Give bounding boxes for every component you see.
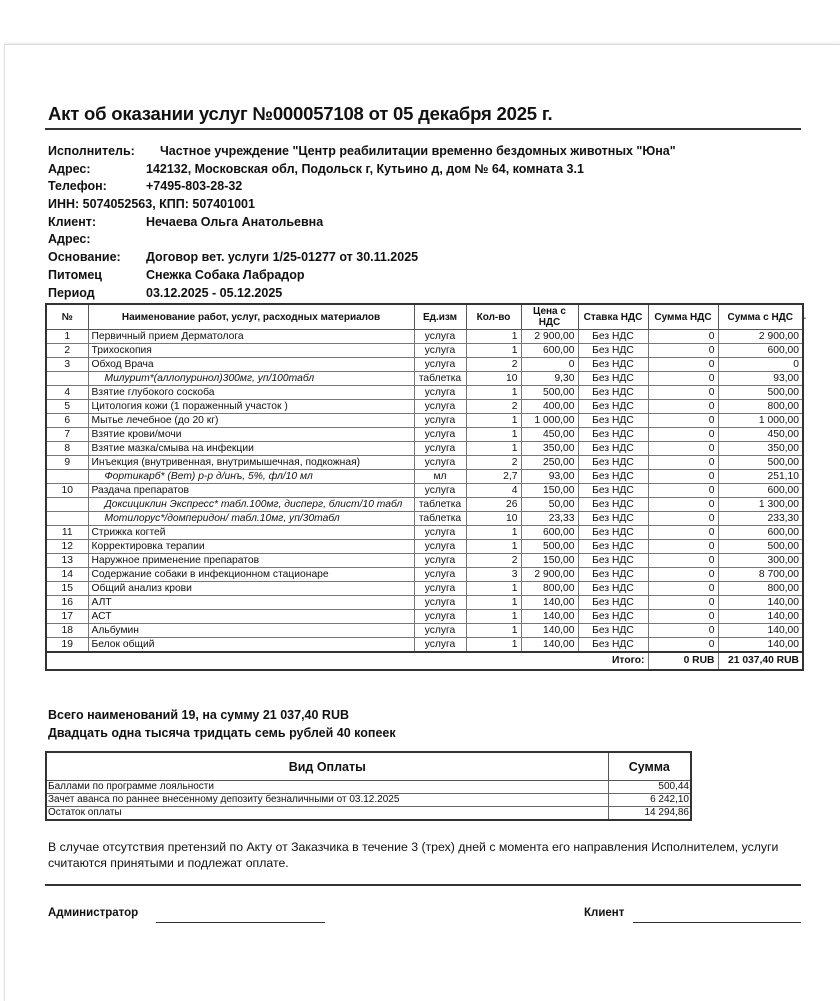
cell-name: АЛТ	[88, 596, 414, 610]
cell-unit: услуга	[414, 386, 466, 400]
cell-price: 93,00	[521, 470, 578, 484]
cell-price: 50,00	[521, 498, 578, 512]
cell-total: 350,00	[718, 442, 803, 456]
cell-vat-sum: 0	[648, 372, 718, 386]
cell-vat-rate: Без НДС	[578, 498, 648, 512]
cell-qty: 1	[466, 526, 521, 540]
total-label: Итого:	[46, 652, 648, 670]
info-row	[48, 286, 676, 304]
cell-qty: 1	[466, 638, 521, 653]
cell-qty: 2	[466, 554, 521, 568]
cell-number: 4	[46, 386, 88, 400]
header-vat-sum: Сумма НДС	[648, 304, 718, 330]
cell-price: 2 900,00	[521, 330, 578, 344]
cell-number: 17	[46, 610, 88, 624]
cell-total: 140,00	[718, 596, 803, 610]
cell-vat-rate: Без НДС	[578, 582, 648, 596]
cell-price: 350,00	[521, 442, 578, 456]
cell-name: АСТ	[88, 610, 414, 624]
info-row	[48, 197, 676, 215]
info-row	[48, 179, 676, 197]
cell-unit: услуга	[414, 428, 466, 442]
cell-unit: услуга	[414, 624, 466, 638]
info-label: Питомец	[48, 267, 102, 282]
info-row	[48, 144, 676, 162]
cell-name: Белок общий	[88, 638, 414, 653]
cell-vat-rate: Без НДС	[578, 456, 648, 470]
services-table	[45, 303, 807, 671]
info-value: Снежка Собака Лабрадор	[146, 267, 305, 282]
cell-total: 1 000,00	[718, 414, 803, 428]
cell-name: Мотилорус*/домперидон/ табл.10мг, уп/30табл	[88, 512, 414, 526]
cell-unit: услуга	[414, 330, 466, 344]
cell-qty: 2,7	[466, 470, 521, 484]
info-label: Клиент:	[48, 214, 97, 229]
cell-unit: услуга	[414, 554, 466, 568]
cell-vat-rate: Без НДС	[578, 470, 648, 484]
cell-name: Цитология кожи (1 пораженный участок )	[88, 400, 414, 414]
payment-type: Баллами по программе лояльности	[46, 781, 608, 794]
table-row	[46, 638, 803, 653]
info-value: Нечаева Ольга Анатольевна	[146, 214, 324, 229]
cell-unit: услуга	[414, 400, 466, 414]
cell-number: 1	[46, 330, 88, 344]
table-row	[46, 624, 803, 638]
cell-total: 140,00	[718, 638, 803, 653]
table-row	[46, 498, 803, 512]
cell-vat-rate: Без НДС	[578, 512, 648, 526]
info-value: 03.12.2025 - 05.12.2025	[146, 285, 283, 300]
cell-total: 140,00	[718, 624, 803, 638]
cell-number: 16	[46, 596, 88, 610]
cell-number: 15	[46, 582, 88, 596]
header-price: Цена с НДС	[521, 304, 578, 330]
cell-price: 600,00	[521, 344, 578, 358]
cell-qty: 1	[466, 330, 521, 344]
cell-unit: услуга	[414, 358, 466, 372]
client-signature-label: Клиент	[584, 907, 625, 919]
cell-total: 500,00	[718, 540, 803, 554]
info-label: ИНН: 5074052563, КПП: 507401001	[48, 197, 255, 212]
cell-qty: 1	[466, 624, 521, 638]
cell-name: Наружное применение препаратов	[88, 554, 414, 568]
cell-vat-sum: 0	[648, 414, 718, 428]
cell-vat-rate: Без НДС	[578, 638, 648, 653]
header-unit: Ед.изм	[414, 304, 466, 330]
cell-vat-sum: 0	[648, 386, 718, 400]
cell-total: 300,00	[718, 554, 803, 568]
cell-vat-sum: 0	[648, 330, 718, 344]
cell-number: 9	[46, 456, 88, 470]
cell-vat-rate: Без НДС	[578, 540, 648, 554]
cell-unit: услуга	[414, 344, 466, 358]
page-title: Акт об оказании услуг №000057108 от 05 декабря 2025 г.	[48, 103, 553, 124]
payment-row	[46, 807, 691, 821]
cell-unit: таблетка	[414, 512, 466, 526]
table-row	[46, 442, 803, 456]
cell-vat-rate: Без НДС	[578, 400, 648, 414]
table-row	[46, 512, 803, 526]
cell-number: 8	[46, 442, 88, 456]
cell-name: Содержание собаки в инфекционном стационаре	[88, 568, 414, 582]
cell-number: 2	[46, 344, 88, 358]
cell-number	[46, 498, 88, 512]
cell-total: 140,00	[718, 610, 803, 624]
cell-number: 11	[46, 526, 88, 540]
cell-qty: 26	[466, 498, 521, 512]
cell-name: Обход Врача	[88, 358, 414, 372]
cell-qty: 1	[466, 442, 521, 456]
payment-sum-header: Сумма	[608, 752, 691, 781]
cell-unit: таблетка	[414, 372, 466, 386]
cell-price: 0	[521, 358, 578, 372]
cell-total: 800,00	[718, 582, 803, 596]
cell-unit: услуга	[414, 484, 466, 498]
header-number: №	[46, 304, 88, 330]
summary-count: Всего наименований 19, на сумму 21 037,40 RUB	[48, 708, 349, 722]
cell-vat-sum: 0	[648, 526, 718, 540]
cell-name: Взятие мазка/смыва на инфекции	[88, 442, 414, 456]
info-row	[48, 232, 676, 250]
cell-price: 250,00	[521, 456, 578, 470]
total-row	[46, 652, 803, 670]
cell-total: 233,30	[718, 512, 803, 526]
cell-vat-rate: Без НДС	[578, 526, 648, 540]
column-edge-mark: -	[803, 313, 807, 324]
summary-words: Двадцать одна тысяча тридцать семь рублей 40 копеек	[48, 726, 396, 740]
cell-vat-rate: Без НДС	[578, 344, 648, 358]
cell-number: 18	[46, 624, 88, 638]
cell-vat-rate: Без НДС	[578, 414, 648, 428]
cell-vat-sum: 0	[648, 638, 718, 653]
cell-unit: мл	[414, 470, 466, 484]
cell-vat-rate: Без НДС	[578, 484, 648, 498]
cell-price: 140,00	[521, 596, 578, 610]
cell-price: 23,33	[521, 512, 578, 526]
cell-total: 500,00	[718, 386, 803, 400]
cell-unit: услуга	[414, 568, 466, 582]
cell-unit: таблетка	[414, 498, 466, 512]
table-row	[46, 526, 803, 540]
cell-price: 140,00	[521, 638, 578, 653]
info-value: 142132, Московская обл, Подольск г, Кутьино д, дом № 64, комната 3.1	[146, 161, 584, 176]
table-row	[46, 344, 803, 358]
cell-unit: услуга	[414, 596, 466, 610]
total-sum: 21 037,40 RUB	[718, 652, 803, 670]
cell-number: 14	[46, 568, 88, 582]
cell-number: 3	[46, 358, 88, 372]
cell-vat-rate: Без НДС	[578, 330, 648, 344]
cell-name: Доксициклин Экспресс* табл.100мг, дисперг, блист/10 табл	[88, 498, 414, 512]
cell-vat-sum: 0	[648, 358, 718, 372]
cell-vat-sum: 0	[648, 540, 718, 554]
cell-price: 2 900,00	[521, 568, 578, 582]
cell-vat-rate: Без НДС	[578, 624, 648, 638]
info-value: Частное учреждение "Центр реабилитации временно бездомных животных "Юна"	[160, 144, 676, 158]
cell-name: Инъекция (внутривенная, внутримышечная, подкожная)	[88, 456, 414, 470]
cell-vat-sum: 0	[648, 484, 718, 498]
cell-name: Взятие крови/мочи	[88, 428, 414, 442]
cell-name: Стрижка когтей	[88, 526, 414, 540]
table-row	[46, 414, 803, 428]
cell-number: 6	[46, 414, 88, 428]
cell-qty: 1	[466, 596, 521, 610]
cell-vat-rate: Без НДС	[578, 428, 648, 442]
table-row	[46, 610, 803, 624]
payment-sum: 500,44	[608, 781, 691, 794]
cell-price: 800,00	[521, 582, 578, 596]
info-label: Телефон:	[48, 179, 107, 194]
cell-total: 93,00	[718, 372, 803, 386]
cell-total: 1 300,00	[718, 498, 803, 512]
table-row	[46, 428, 803, 442]
admin-signature-label: Администратор	[48, 907, 139, 919]
cell-qty: 1	[466, 540, 521, 554]
table-row	[46, 330, 803, 344]
table-row	[46, 456, 803, 470]
cell-qty: 10	[466, 512, 521, 526]
table-row	[46, 484, 803, 498]
cell-name: Мытье лечебное (до 20 кг)	[88, 414, 414, 428]
cell-number: 19	[46, 638, 88, 653]
table-row	[46, 372, 803, 386]
table-row	[46, 554, 803, 568]
header-name: Наименование работ, услуг, расходных материалов	[88, 304, 414, 330]
payment-row	[46, 794, 691, 807]
cell-vat-sum: 0	[648, 596, 718, 610]
cell-qty: 1	[466, 610, 521, 624]
cell-number: 7	[46, 428, 88, 442]
cell-price: 400,00	[521, 400, 578, 414]
cell-name: Корректировка терапии	[88, 540, 414, 554]
cell-unit: услуга	[414, 442, 466, 456]
table-row	[46, 540, 803, 554]
cell-total: 0	[718, 358, 803, 372]
cell-qty: 4	[466, 484, 521, 498]
info-row	[48, 215, 676, 233]
cell-name: Раздача препаратов	[88, 484, 414, 498]
cell-price: 140,00	[521, 624, 578, 638]
cell-price: 140,00	[521, 610, 578, 624]
cell-qty: 1	[466, 414, 521, 428]
cell-vat-sum: 0	[648, 400, 718, 414]
cell-total: 500,00	[718, 456, 803, 470]
cell-vat-rate: Без НДС	[578, 596, 648, 610]
header-qty: Кол-во	[466, 304, 521, 330]
cell-qty: 10	[466, 372, 521, 386]
cell-price: 150,00	[521, 484, 578, 498]
cell-vat-rate: Без НДС	[578, 358, 648, 372]
cell-vat-sum: 0	[648, 456, 718, 470]
cell-number: 5	[46, 400, 88, 414]
payment-sum: 14 294,86	[608, 807, 691, 821]
cell-unit: услуга	[414, 526, 466, 540]
cell-unit: услуга	[414, 610, 466, 624]
info-label: Период	[48, 285, 95, 300]
header-vat-rate: Ставка НДС	[578, 304, 648, 330]
cell-name: Фортикарб* (Вет) р-р д/инъ, 5%, фл/10 мл	[88, 470, 414, 484]
table-row	[46, 596, 803, 610]
cell-number	[46, 470, 88, 484]
cell-name: Взятие глубокого соскоба	[88, 386, 414, 400]
cell-number: 12	[46, 540, 88, 554]
info-value: Договор вет. услуги 1/25-01277 от 30.11.2025	[146, 250, 419, 265]
terms-note: В случае отсутствия претензий по Акту от Заказчика в течение 3 (трех) дней с момента его направления Исполнителем, услуги считаются принятыми и подлежат оплате.	[48, 840, 779, 870]
divider	[45, 128, 801, 130]
cell-vat-sum: 0	[648, 442, 718, 456]
cell-price: 500,00	[521, 386, 578, 400]
document-details	[48, 144, 676, 303]
cell-qty: 1	[466, 582, 521, 596]
cell-name: Альбумин	[88, 624, 414, 638]
cell-qty: 1	[466, 386, 521, 400]
payments-table	[45, 751, 692, 821]
cell-qty: 1	[466, 428, 521, 442]
table-row	[46, 470, 803, 484]
cell-price: 1 000,00	[521, 414, 578, 428]
cell-unit: услуга	[414, 456, 466, 470]
cell-vat-sum: 0	[648, 512, 718, 526]
cell-number	[46, 372, 88, 386]
payment-type: Зачет аванса по раннее внесенному депозиту безналичными от 03.12.2025	[46, 794, 608, 807]
cell-price: 600,00	[521, 526, 578, 540]
cell-vat-sum: 0	[648, 554, 718, 568]
cell-qty: 2	[466, 358, 521, 372]
info-row	[48, 162, 676, 180]
cell-price: 450,00	[521, 428, 578, 442]
cell-unit: услуга	[414, 638, 466, 653]
cell-name: Трихоскопия	[88, 344, 414, 358]
cell-vat-sum: 0	[648, 568, 718, 582]
total-vat: 0 RUB	[648, 652, 718, 670]
info-label: Адрес:	[48, 161, 91, 176]
table-row	[46, 386, 803, 400]
cell-vat-sum: 0	[648, 470, 718, 484]
info-row	[48, 250, 676, 268]
cell-qty: 2	[466, 456, 521, 470]
cell-vat-sum: 0	[648, 624, 718, 638]
header-total: Сумма с НДС	[718, 304, 803, 330]
cell-vat-rate: Без НДС	[578, 610, 648, 624]
divider	[45, 884, 801, 886]
info-label: Адрес:	[48, 232, 91, 247]
cell-vat-sum: 0	[648, 344, 718, 358]
cell-vat-rate: Без НДС	[578, 386, 648, 400]
cell-unit: услуга	[414, 582, 466, 596]
payment-type: Остаток оплаты	[46, 807, 608, 821]
cell-number	[46, 512, 88, 526]
table-row	[46, 400, 803, 414]
cell-price: 500,00	[521, 540, 578, 554]
info-row	[48, 268, 676, 286]
cell-qty: 3	[466, 568, 521, 582]
admin-signature-line	[156, 922, 325, 923]
cell-vat-sum: 0	[648, 582, 718, 596]
cell-name: Милурит*(аллопуринол)300мг, уп/100табл	[88, 372, 414, 386]
info-value: +7495-803-28-32	[146, 179, 243, 194]
cell-vat-sum: 0	[648, 610, 718, 624]
cell-name: Общий анализ крови	[88, 582, 414, 596]
cell-number: 10	[46, 484, 88, 498]
table-row	[46, 568, 803, 582]
cell-price: 9,30	[521, 372, 578, 386]
cell-vat-sum: 0	[648, 428, 718, 442]
cell-total: 600,00	[718, 344, 803, 358]
cell-total: 600,00	[718, 484, 803, 498]
table-row	[46, 582, 803, 596]
info-label: Основание:	[48, 250, 121, 265]
cell-qty: 2	[466, 400, 521, 414]
cell-total: 251,10	[718, 470, 803, 484]
client-signature-line	[633, 922, 801, 923]
cell-number: 13	[46, 554, 88, 568]
payment-type-header: Вид Оплаты	[46, 752, 608, 781]
cell-qty: 1	[466, 344, 521, 358]
cell-total: 450,00	[718, 428, 803, 442]
cell-unit: услуга	[414, 540, 466, 554]
cell-unit: услуга	[414, 414, 466, 428]
cell-vat-rate: Без НДС	[578, 372, 648, 386]
payment-sum: 6 242,10	[608, 794, 691, 807]
cell-total: 2 900,00	[718, 330, 803, 344]
cell-name: Первичный прием Дерматолога	[88, 330, 414, 344]
payment-row	[46, 781, 691, 794]
cell-vat-rate: Без НДС	[578, 442, 648, 456]
cell-vat-sum: 0	[648, 498, 718, 512]
info-label: Исполнитель:	[48, 144, 135, 158]
table-row	[46, 358, 803, 372]
cell-total: 8 700,00	[718, 568, 803, 582]
cell-total: 800,00	[718, 400, 803, 414]
cell-vat-rate: Без НДС	[578, 568, 648, 582]
cell-total: 600,00	[718, 526, 803, 540]
cell-vat-rate: Без НДС	[578, 554, 648, 568]
cell-price: 150,00	[521, 554, 578, 568]
